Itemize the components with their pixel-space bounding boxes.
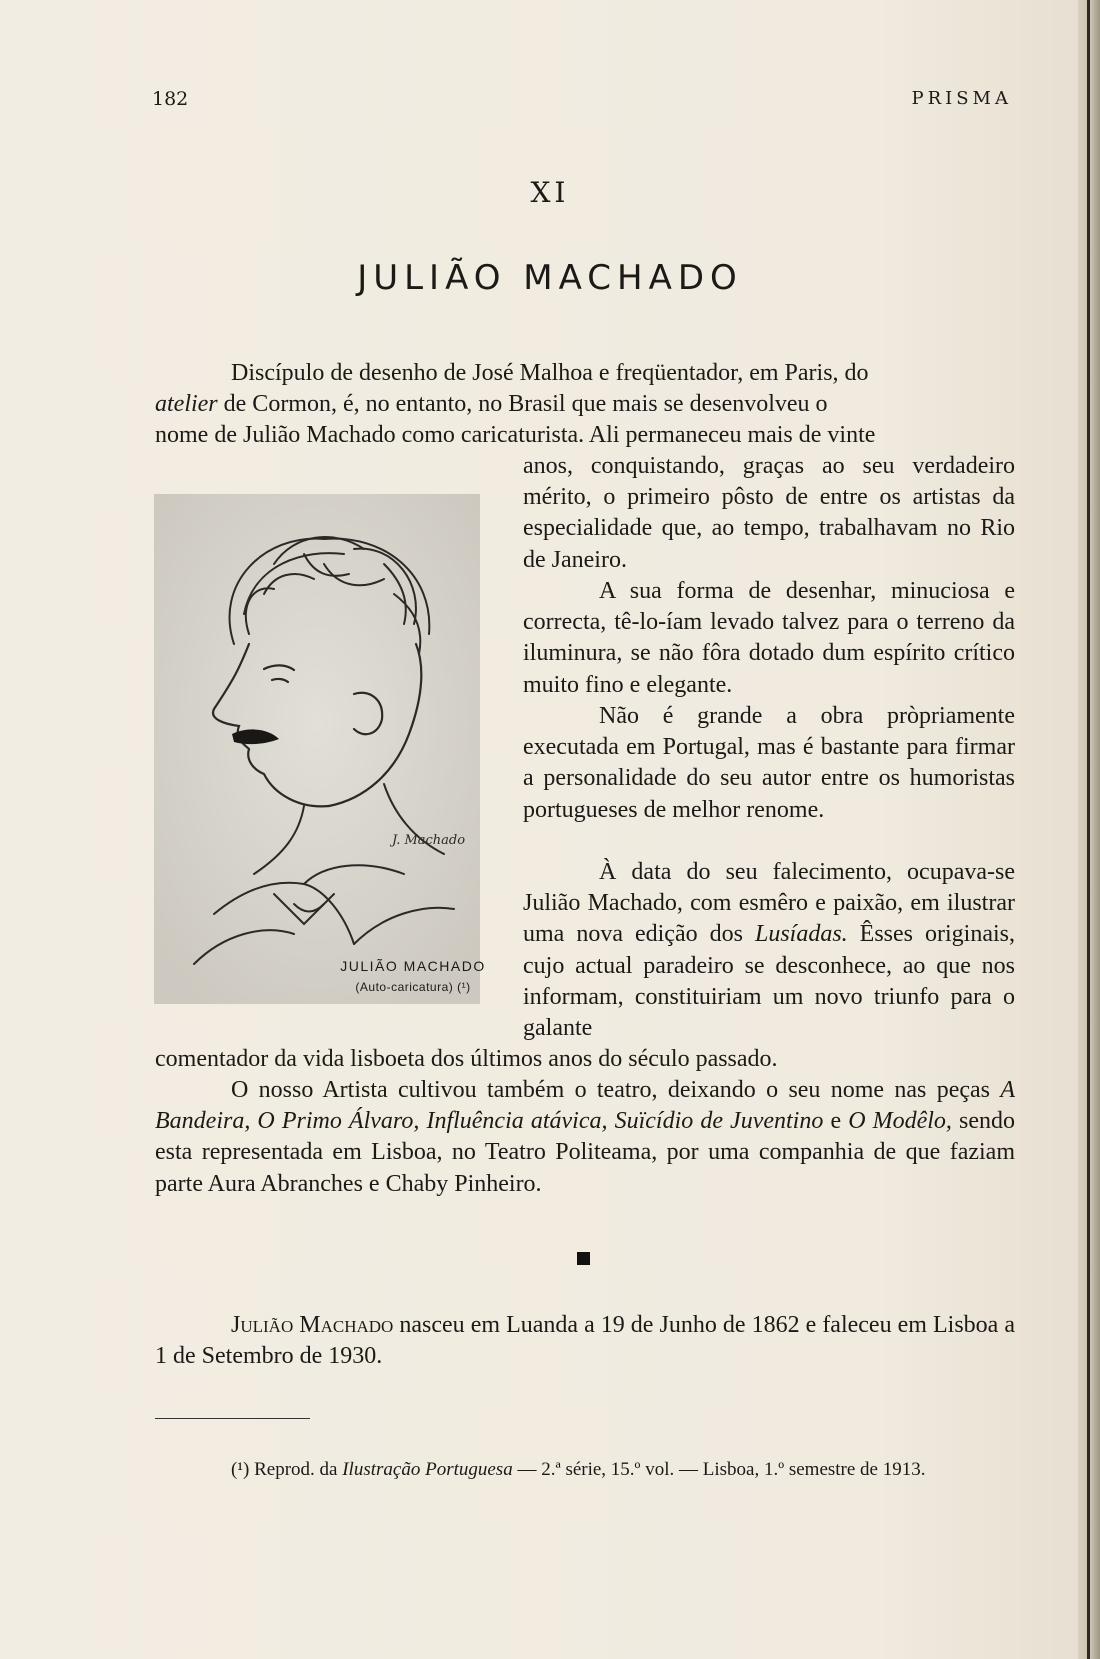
para1-line2: atelier de Cormon, é, no entanto, no Brasil que mais se desenvolveu o (155, 391, 828, 417)
play-title: O Primo Álvaro, (257, 1108, 420, 1135)
caricature-image (154, 494, 480, 1004)
para1-line3: nome de Julião Machado como caricaturista. Ali permaneceu mais de vinte (155, 422, 876, 448)
play-title: Influência atávica, (426, 1108, 608, 1135)
play-title: Suïcídio de Juventino (614, 1108, 824, 1135)
footnote-rule (155, 1418, 310, 1419)
para4-full-line: comentador da vida lisboeta dos últimos anos do século passado. (155, 1046, 778, 1072)
caption-title: JULIÃO MACHADO (340, 958, 486, 974)
chapter-title: JULIÃO MACHADO (357, 258, 743, 298)
figure-caption (328, 958, 498, 994)
caricature-drawing (154, 494, 480, 1004)
page-number: 182 (152, 88, 189, 110)
section-ornament (577, 1252, 590, 1265)
play-title: A Bandeira, (155, 1077, 1015, 1135)
para1-line1: Discípulo de desenho de José Malhoa e freqüentador, em Paris, do (231, 360, 869, 386)
footnote-italic: Ilustração Portuguesa (342, 1459, 513, 1480)
atelier-italic: atelier (155, 391, 218, 417)
para4-narrow: À data do seu falecimento, ocupava-se Julião Machado, com esmêro e paixão, em ilustrar uma nova edição dos Lusíadas. Êsses originais, cujo actual paradeiro se desconhece, ao que nos informam, constituiriam um novo triunfo para o galante (523, 859, 1016, 1042)
para1-narrow: anos, conquistando, graças ao seu verdadeiro mérito, o primeiro pôsto de entre os artistas da especialidade que, ao tempo, trabalhavam no Rio de Janeiro. (523, 453, 1015, 573)
bio-name: Julião Machado (231, 1312, 394, 1338)
footnote: (¹) Reprod. da Ilustração Portuguesa — 2.ª série, 15.º vol. — Lisboa, 1.º semestre de 1913. (231, 1459, 926, 1480)
running-head: PRISMA (911, 88, 1012, 109)
bio-paragraph: Julião Machado nasceu em Luanda a 19 de Junho de 1862 e faleceu em Lisboa a 1 de Setembro de 1930. (155, 1312, 1016, 1370)
artist-signature: J. Machado (392, 833, 466, 848)
chapter-number: XI (530, 176, 570, 209)
para3: Não é grande a obra pròpriamente executada em Portugal, mas é bastante para firmar a personalidade do seu autor entre os humoristas portugueses de melhor renome. (523, 703, 1015, 823)
page-header (152, 88, 1012, 118)
play-title: O Modêlo, (848, 1108, 952, 1135)
caption-subtitle: (Auto-caricatura) (¹) (355, 980, 471, 994)
lusiadas-italic: Lusíadas. (754, 921, 848, 948)
para5: O nosso Artista cultivou também o teatro, deixando o seu nome nas peças A Bandeira, O Primo Álvaro, Influência atávica, Suïcídio de Juventino e O Modêlo, sendo esta representada em Lisboa, no Teatro Politeama, por uma companhia de que faziam parte Aura Abranches e Chaby Pinheiro. (155, 1077, 1015, 1197)
caricature-figure (152, 492, 482, 1012)
para2: A sua forma de desenhar, minuciosa e correcta, tê-lo-íam levado talvez para o terreno da iluminura, se não fôra dotado dum espírito crítico muito fino e elegante. (523, 578, 1015, 698)
page-edge-line (1087, 0, 1090, 1659)
